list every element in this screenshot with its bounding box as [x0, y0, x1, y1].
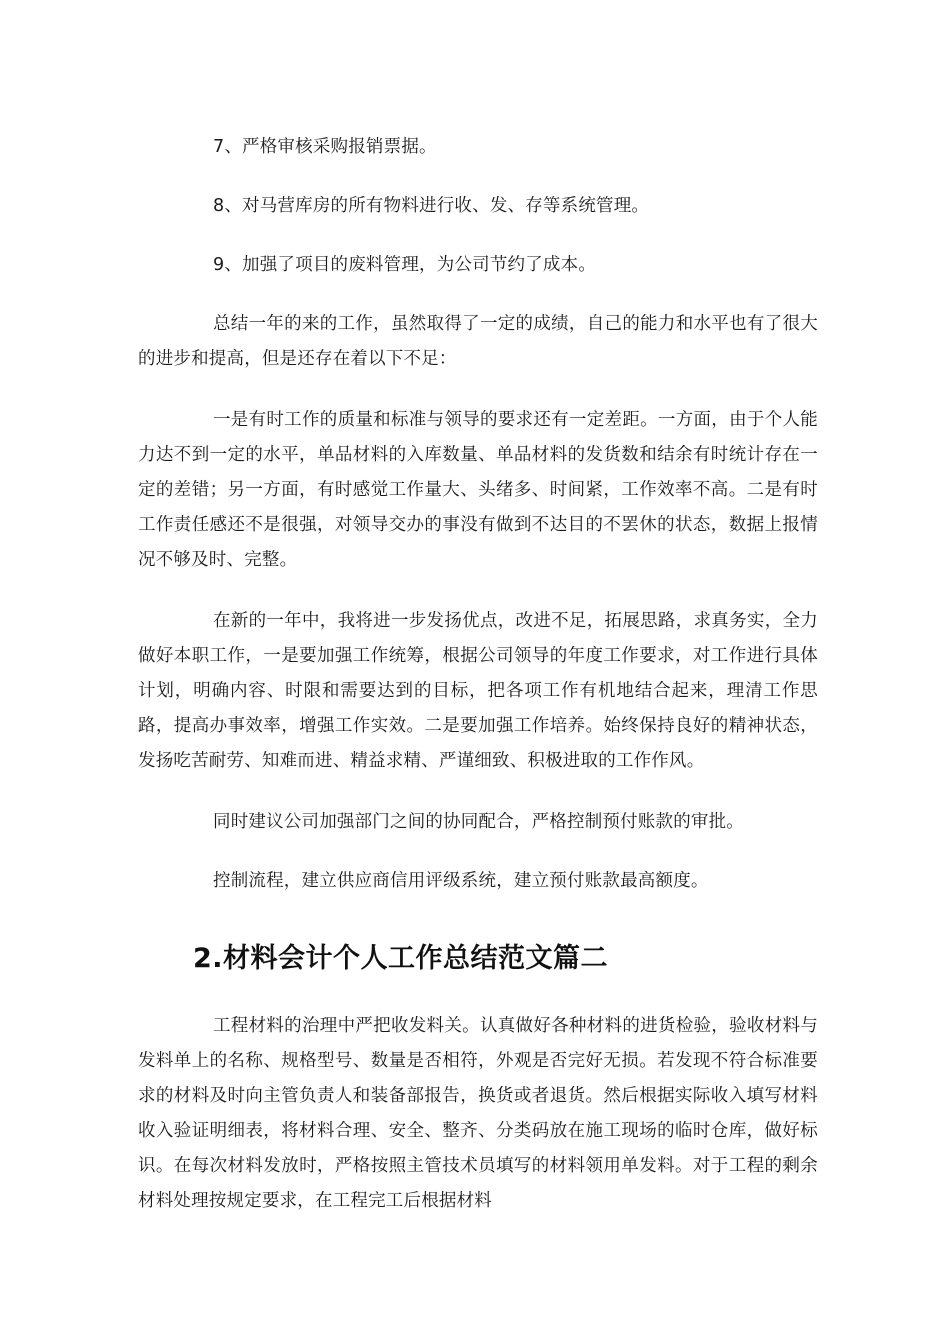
suggestion-paragraph-2: 控制流程，建立供应商信用评级系统，建立预付账款最高额度。 [213, 871, 709, 891]
section-heading: 2.材料会计个人工作总结范文篇二 [193, 943, 609, 974]
list-item-8: 8、对马营库房的所有物料进行收、发、存等系统管理。 [213, 196, 650, 216]
plan-paragraph: 在新的一年中，我将进一步发扬优点，改进不足，拓展思路，求真务实，全力做好本职工作，一是要加强工作统筹，根据公司领导的年度工作要求，对工作进行具体计划，明确内容、时限和需要达到的目标，把各项工作有机地结合起来，理清工作思路，提高办事效率，增强工作实效。二是要加强工作培养。始终保持良好的精神状态，发扬吃苦耐劳、知难而进、精益求精、严谨细致、积极进取的工作作风。 [138, 611, 818, 771]
list-item-7: 7、严格审核采购报销票据。 [213, 137, 437, 157]
document-page [138, 130, 818, 1219]
summary-paragraph: 总结一年的来的工作，虽然取得了一定的成绩，自己的能力和水平也有了很大的进步和提高，但是还存在着以下不足： [138, 314, 818, 369]
list-item-9: 9、加强了项目的废料管理，为公司节约了成本。 [213, 255, 597, 275]
section2-paragraph: 工程材料的治理中严把收发料关。认真做好各种材料的进货检验，验收材料与发料单上的名称、规格型号、数量是否相符，外观是否完好无损。若发现不符合标准要求的材料及时向主管负责人和装备部报告，换货或者退货。然后根据实际收入填写材料收入验证明细表，将材料合理、安全、整齐、分类码放在施工现场的临时仓库，做好标识。在每次材料发放时，严格按照主管技术员填写的材料领用单发料。对于工程的剩余材料处理按规定要求，在工程完工后根据材料 [138, 1016, 818, 1211]
suggestion-paragraph-1: 同时建议公司加强部门之间的协同配合，严格控制预付账款的审批。 [213, 812, 744, 832]
shortcomings-paragraph: 一是有时工作的质量和标准与领导的要求还有一定差距。一方面，由于个人能力达不到一定的水平，单品材料的入库数量、单品材料的发货数和结余有时统计存在一定的差错；另一方面，有时感觉工作量大、头绪多、时间紧，工作效率不高。二是有时工作责任感还不是很强，对领导交办的事没有做到不达目的不罢休的状态，数据上报情况不够及时、完整。 [138, 410, 818, 570]
